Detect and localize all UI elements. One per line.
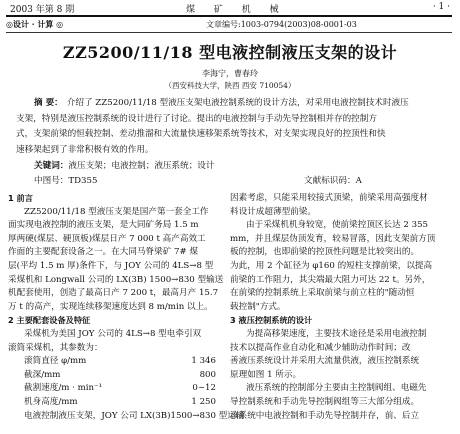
spec-label: 机身高度/mm (24, 396, 78, 407)
spec-label: 截深/mm (24, 369, 61, 380)
body-line: 电液控制液压支架，JOY 公司 LX(3B)1500→830 型运输 (24, 410, 245, 421)
abstract-text: 介绍了 ZZ5200/11/18 型液压支架电液控制系统的设计方法，对采用电液控制技术时液压 (66, 98, 409, 108)
abstract-label: 摘 要： (34, 98, 63, 108)
spec-value: 1 346 (191, 356, 216, 367)
spec-label: 截割速度/m · min⁻¹ (24, 383, 103, 394)
paper-title: ZZ5200/11/18 型电液控制液压支架的设计 (62, 43, 398, 62)
body-line: 液压系统的控制部分主要由主控制阀组、电磁先 (246, 383, 427, 394)
body-line: 层(平均 1.5 m 厚)条件下，与 JOY 公司的 4LS→8 型 (8, 260, 214, 271)
abstract-line: 式，支架前梁的恒载控制、差动推溜和大流量快速移架系统等技术，对支架实现良好的控顶性和快 (16, 129, 386, 140)
header-rule (6, 15, 452, 17)
affiliation: （西安科技大学，陕西 西安 710054） (164, 81, 296, 90)
running-header (6, 2, 452, 14)
body-line: 载控制"方式。 (230, 301, 286, 312)
left-column (8, 192, 245, 423)
spec-value: 0~12 (192, 383, 216, 394)
spec-row (8, 355, 220, 369)
classification (34, 174, 434, 186)
spec-value: 1 250 (191, 396, 216, 407)
body-line: 采煤机和 Longwall 公司的 LX(3B) 1500→830 型输送 (8, 274, 224, 285)
abstract-line (16, 96, 446, 112)
body-line: 由于采煤机机身较宽，使前梁控顶区长达 2 355 (246, 220, 429, 231)
section-heading: 3 液压控制系统的设计 (230, 315, 313, 326)
body-line: 为提高移架速度，主要技术途径是采用电液控制 (246, 328, 427, 339)
body-line: 万 t 的高产，实现连续移架速度达到 8 m/min 以上。 (8, 301, 213, 312)
classification-label: 中图号： (34, 176, 69, 186)
classification-value: TD355 (68, 176, 98, 186)
abstract-line: 速移架起到了非常积极有效的作用。 (16, 145, 154, 156)
abstract-line: 支架，特别是液压控制系统的设计进行了讨论。提出的电液控制与手动先导控制相并存的控制方 (16, 113, 377, 124)
keywords (34, 159, 215, 171)
spec-value: 800 (199, 369, 216, 380)
body-line: 该系统中电液控制和手动先导控制并存，前、后立 (230, 410, 420, 421)
body-line: 面实现电液控制的液压支架，是大同矿务局 1.5 m (8, 220, 199, 231)
body-line: 原理如图 1 所示。 (230, 369, 302, 380)
body-line: 前梁的工作阻力，其尖端最大阻力可达 22 t。另外， (230, 274, 431, 285)
authors: 李海宁，曹春玲 (202, 69, 258, 78)
spec-label: 滚筒直径 φ/mm (24, 356, 87, 367)
doc-code (304, 174, 362, 186)
doc-code-value: A (355, 176, 362, 186)
body-line: 料设计成超薄型前梁。 (230, 206, 316, 217)
body-line: 为此，用 2 个缸径为 φ160 的短柱支撑前梁，以提高 (230, 260, 433, 271)
meta-row (6, 19, 452, 31)
body-line: 善液压系统设计并采用大流量供液，液压控制系统 (230, 356, 420, 367)
body-line: 因素考虑，只能采用较接式顶梁，前梁采用高强度材 (230, 193, 428, 203)
issue-label: 2003 年第 8 期 (10, 5, 75, 15)
body-line: 采煤机为美国 JOY 公司的 4LS→8 型电牵引双 (24, 328, 202, 339)
body-line: 导控制系统和手动先导控制阀组等三大部分组成。 (230, 396, 420, 407)
body-line: 板的控制，也即前梁的控顶性问题是比较突出的。 (230, 247, 420, 258)
abstract (16, 96, 446, 159)
body-line: 在前梁的控制系统上采取前梁与前立柱的"随动恒 (230, 288, 415, 299)
page-number: · 1 · (432, 2, 450, 12)
section-heading: 1 前言 (8, 193, 33, 203)
body-line: 机配套使用，创造了最高日产 7 200 t，最高月产 15.7 (8, 288, 219, 299)
body-line: ZZ5200/11/18 型液压支架是国产第一套全工作 (24, 206, 209, 217)
spec-row (8, 382, 220, 396)
spec-row (8, 369, 220, 383)
right-column (230, 192, 452, 423)
keywords-text: 液压支架；电液控制；液压系统；设计 (68, 161, 215, 171)
spec-row (8, 396, 220, 410)
doc-code-label: 文献标识码： (304, 176, 356, 186)
body-line: 厚两硬(煤层、硬顶板)煤层日产 7 000 t 高产高效工 (8, 233, 206, 244)
body-line: 技术以提高作业自动化和减少辅助动作时间；改 (230, 342, 411, 353)
meta-rule (6, 32, 452, 33)
keywords-label: 关键词： (34, 161, 69, 171)
journal-name: 煤 矿 机 械 (186, 5, 287, 15)
body-line: 滚筒采煤机，其参数为： (8, 342, 103, 353)
body-line: mm，并且煤层伪顶发育，较易冒落，因此支架前方顶 (230, 233, 436, 244)
section-label: ◎设计 · 计算 ◎ (6, 19, 64, 29)
section-heading: 2 主要配套设备及特征 (8, 315, 91, 326)
body-line: 作面的主要配套设备之一。在大同马脊梁矿 7# 煤 (8, 247, 199, 258)
article-number: 文章编号:1003-0794(2003)08-0001-03 (206, 20, 357, 29)
